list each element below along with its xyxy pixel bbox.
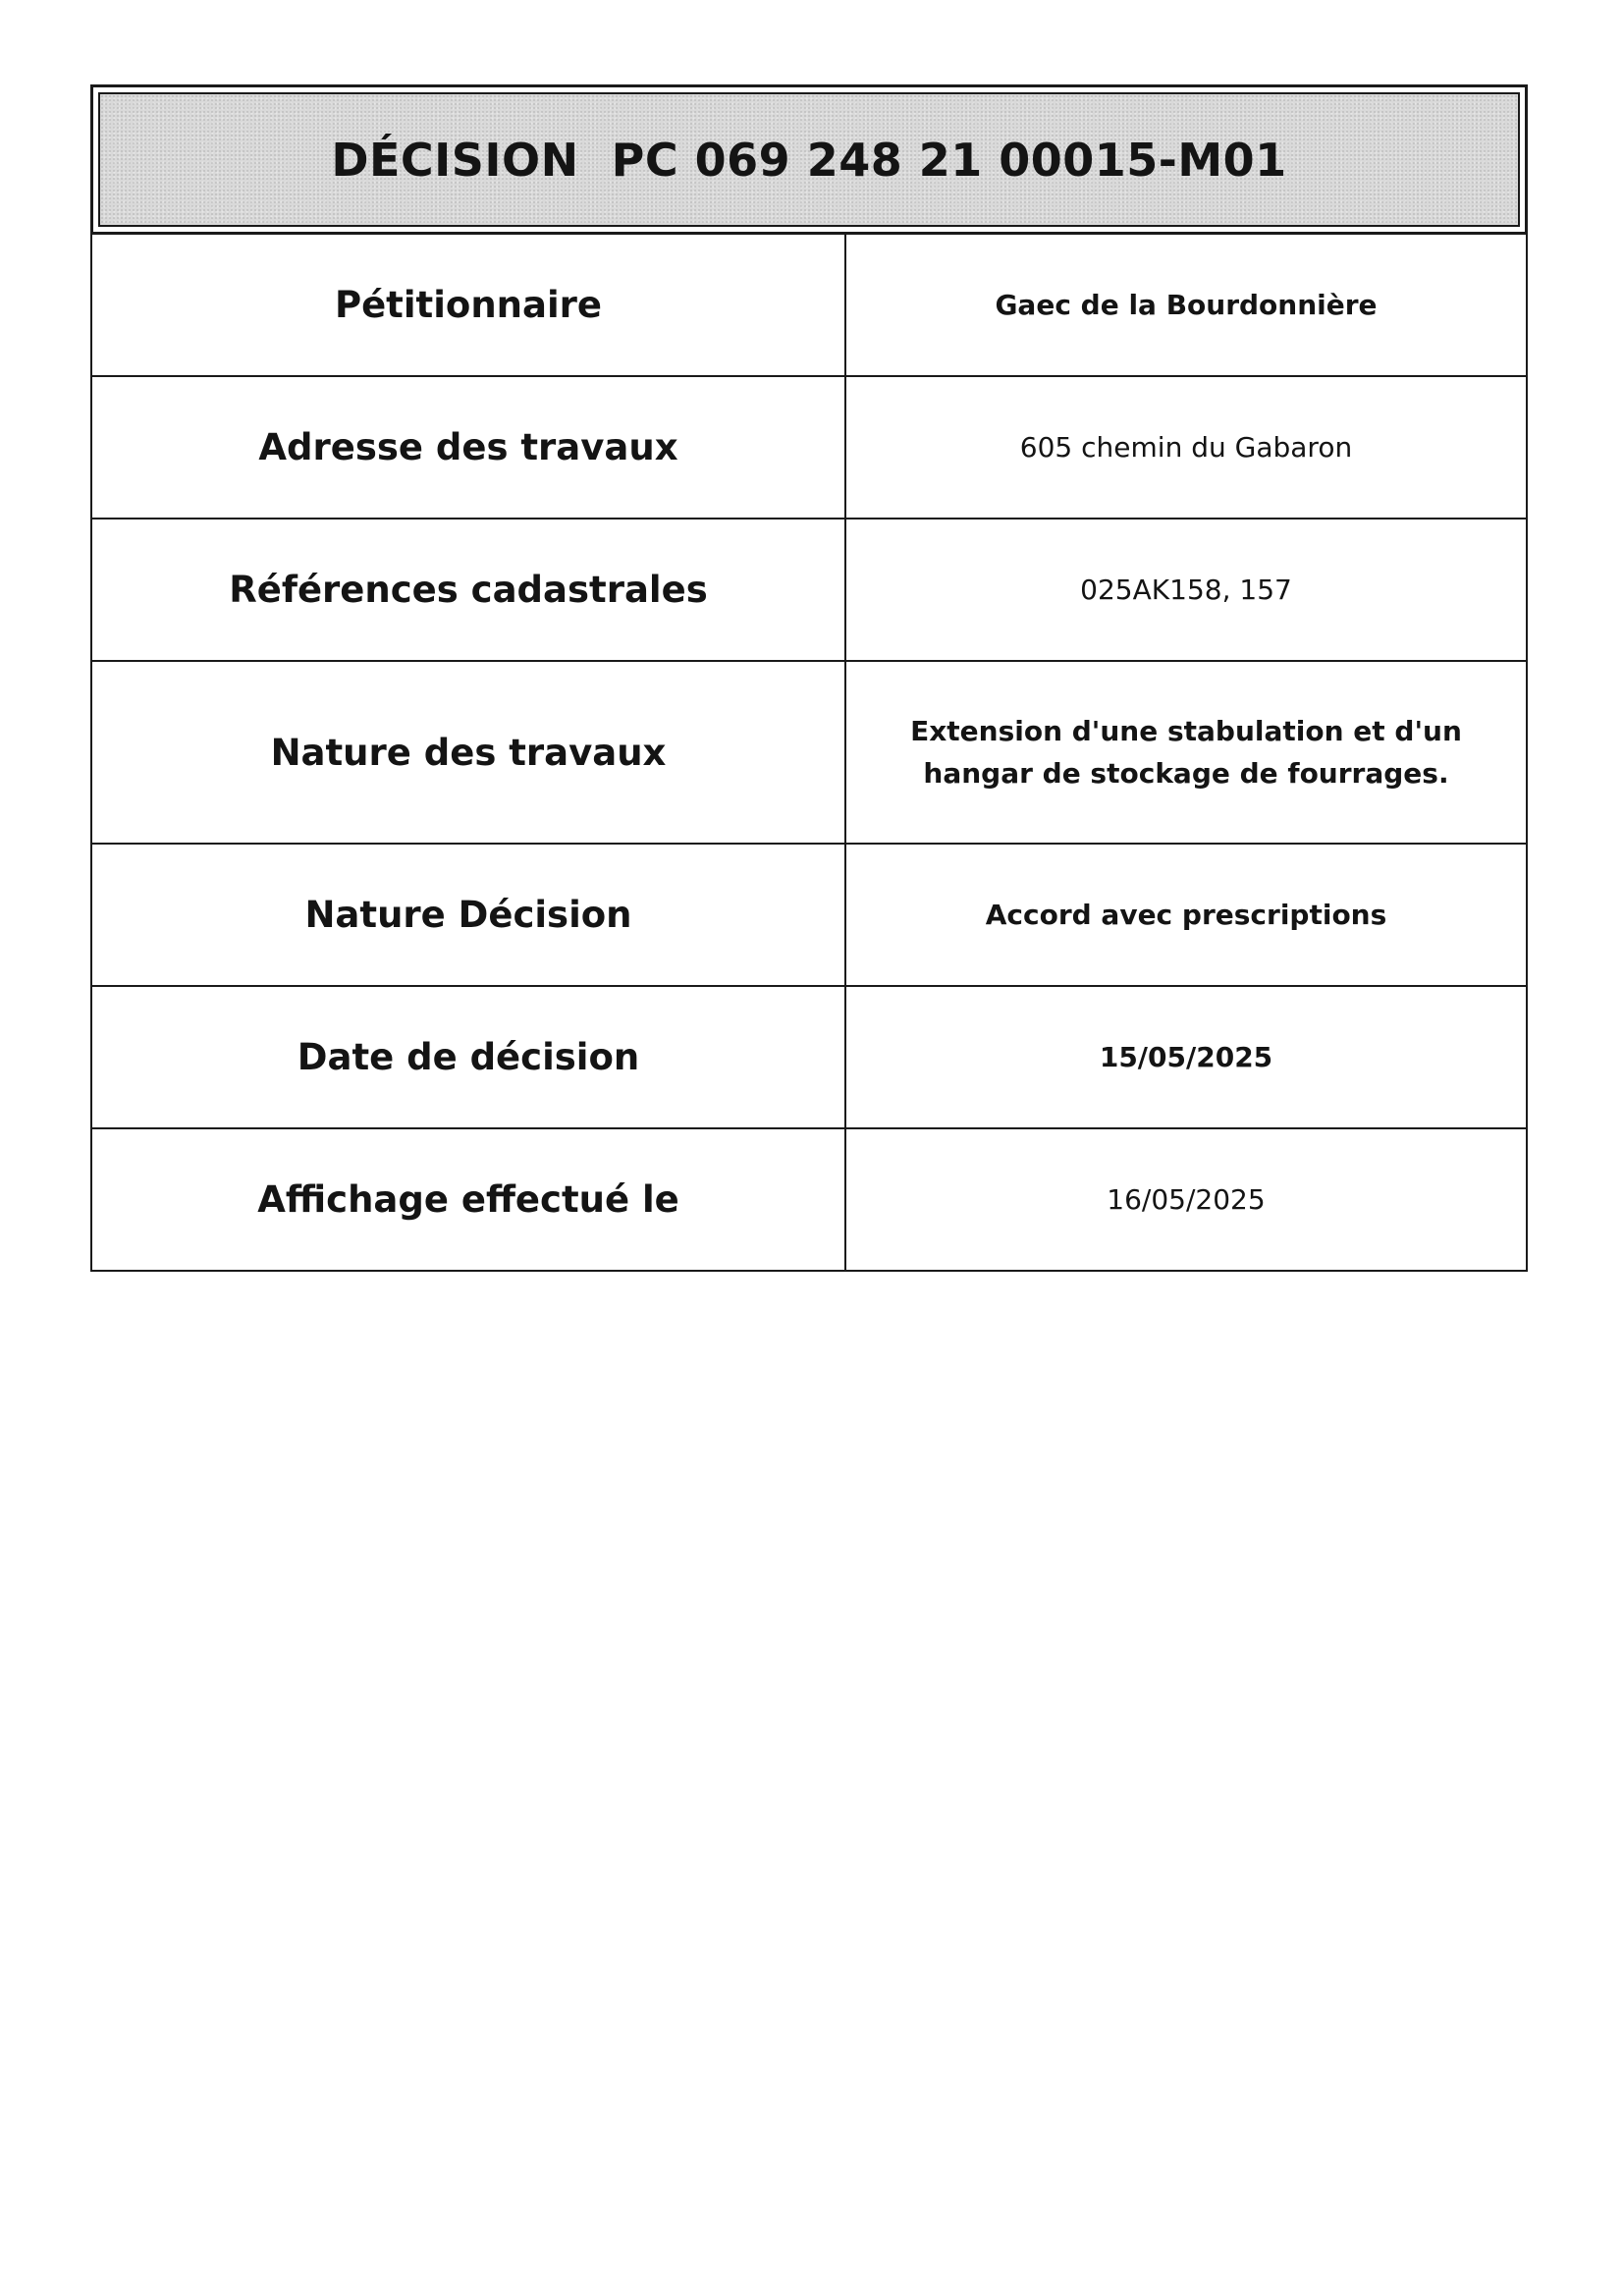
label-nature-decision: Nature Décision — [91, 844, 845, 986]
label-adresse-travaux: Adresse des travaux — [91, 376, 845, 519]
value-adresse-travaux: 605 chemin du Gabaron — [845, 376, 1527, 519]
decision-sheet — [90, 84, 1528, 1272]
value-nature-travaux: Extension d'une stabulation et d'un hangar de stockage de fourrages. — [845, 661, 1527, 844]
label-nature-travaux: Nature des travaux — [91, 661, 845, 844]
row-petitionnaire — [91, 234, 1527, 376]
row-date-decision — [91, 986, 1527, 1128]
row-affichage — [91, 1128, 1527, 1271]
title-banner — [98, 92, 1520, 227]
info-table — [90, 233, 1528, 1272]
row-adresse-travaux — [91, 376, 1527, 519]
row-references-cadastrales — [91, 519, 1527, 661]
row-nature-travaux — [91, 661, 1527, 844]
label-affichage: Affichage effectué le — [91, 1128, 845, 1271]
label-date-decision: Date de décision — [91, 986, 845, 1128]
label-petitionnaire: Pétitionnaire — [91, 234, 845, 376]
document-title: DÉCISION PC 069 248 21 00015-M01 — [331, 133, 1287, 187]
value-nature-decision: Accord avec prescriptions — [845, 844, 1527, 986]
title-box — [90, 84, 1528, 235]
value-affichage: 16/05/2025 — [845, 1128, 1527, 1271]
value-references-cadastrales: 025AK158, 157 — [845, 519, 1527, 661]
label-references-cadastrales: Références cadastrales — [91, 519, 845, 661]
value-petitionnaire: Gaec de la Bourdonnière — [845, 234, 1527, 376]
value-date-decision: 15/05/2025 — [845, 986, 1527, 1128]
row-nature-decision — [91, 844, 1527, 986]
